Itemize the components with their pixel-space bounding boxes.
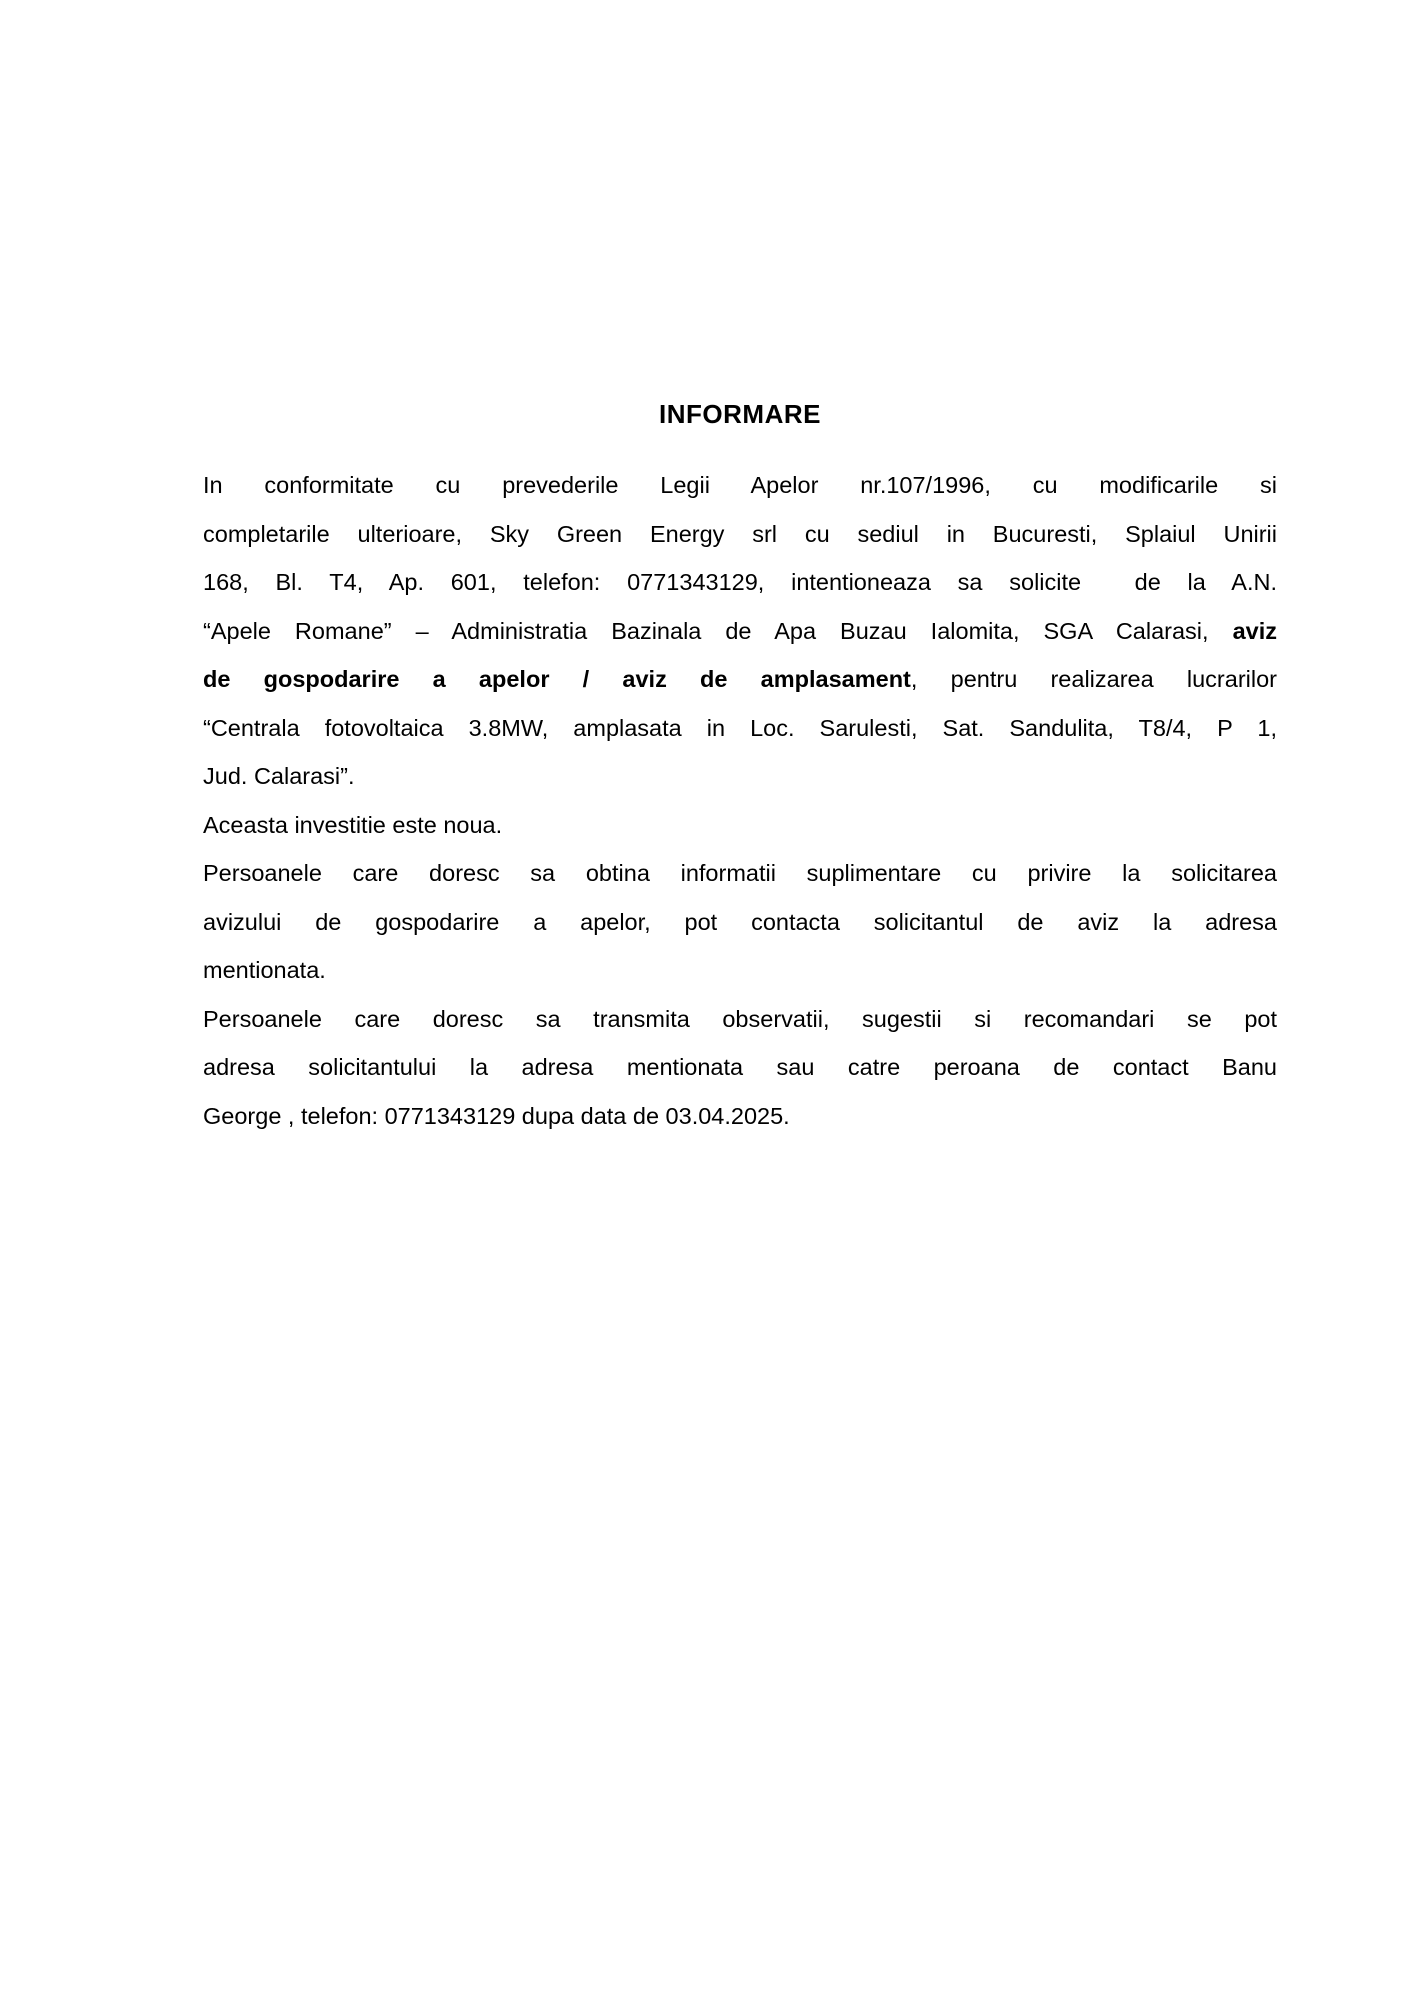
- line-text: Persoanele care doresc sa obtina informatii suplimentare cu privire la solicitarea: [203, 860, 1277, 886]
- document-line: [203, 946, 1277, 995]
- document-line: [203, 461, 1277, 510]
- document-line: [203, 1043, 1277, 1092]
- line-text: 168, Bl. T4, Ap. 601, telefon: 0771343129, intentioneaza sa solicite de la A.N.: [203, 569, 1277, 595]
- document-line: [203, 704, 1277, 753]
- document-line: [203, 655, 1277, 704]
- line-text: Aceasta investitie este noua.: [203, 811, 503, 838]
- document-line: [203, 995, 1277, 1044]
- document-line: [203, 607, 1277, 656]
- line-text: George , telefon: 0771343129 dupa data de 03.04.2025.: [203, 1102, 790, 1129]
- line-text: Persoanele care doresc sa transmita observatii, sugestii si recomandari se pot: [203, 1005, 1277, 1032]
- line-text-bold: aviz: [1232, 617, 1277, 644]
- document-line: [203, 510, 1277, 559]
- document-body: [203, 461, 1277, 1140]
- document-line: [203, 849, 1277, 898]
- document-line: [203, 1092, 1277, 1141]
- line-text: mentionata.: [203, 957, 326, 983]
- document-line: [203, 752, 1277, 801]
- line-text: adresa solicitantului la adresa mentionata sau catre peroana de contact Banu: [203, 1054, 1277, 1080]
- line-text: “Centrala fotovoltaica 3.8MW, amplasata in Loc. Sarulesti, Sat. Sandulita, T8/4, P 1,: [203, 714, 1277, 741]
- document-title: INFORMARE: [659, 399, 821, 429]
- document-line: [203, 801, 1277, 850]
- line-text: completarile ulterioare, Sky Green Energy srl cu sediul in Bucuresti, Splaiul Unirii: [203, 520, 1277, 547]
- line-text: , pentru realizarea lucrarilor: [910, 666, 1277, 692]
- line-text: “Apele Romane” – Administratia Bazinala de Apa Buzau Ialomita, SGA Calarasi,: [203, 617, 1233, 644]
- line-text: avizului de gospodarire a apelor, pot contacta solicitantul de aviz la adresa: [203, 908, 1277, 935]
- document-line: [203, 898, 1277, 947]
- line-text-bold: de gospodarire a apelor / aviz de amplasament: [203, 666, 911, 692]
- line-text: In conformitate cu prevederile Legii Apelor nr.107/1996, cu modificarile si: [203, 472, 1277, 498]
- document-line: [203, 558, 1277, 607]
- line-text: Jud. Calarasi”.: [203, 763, 355, 789]
